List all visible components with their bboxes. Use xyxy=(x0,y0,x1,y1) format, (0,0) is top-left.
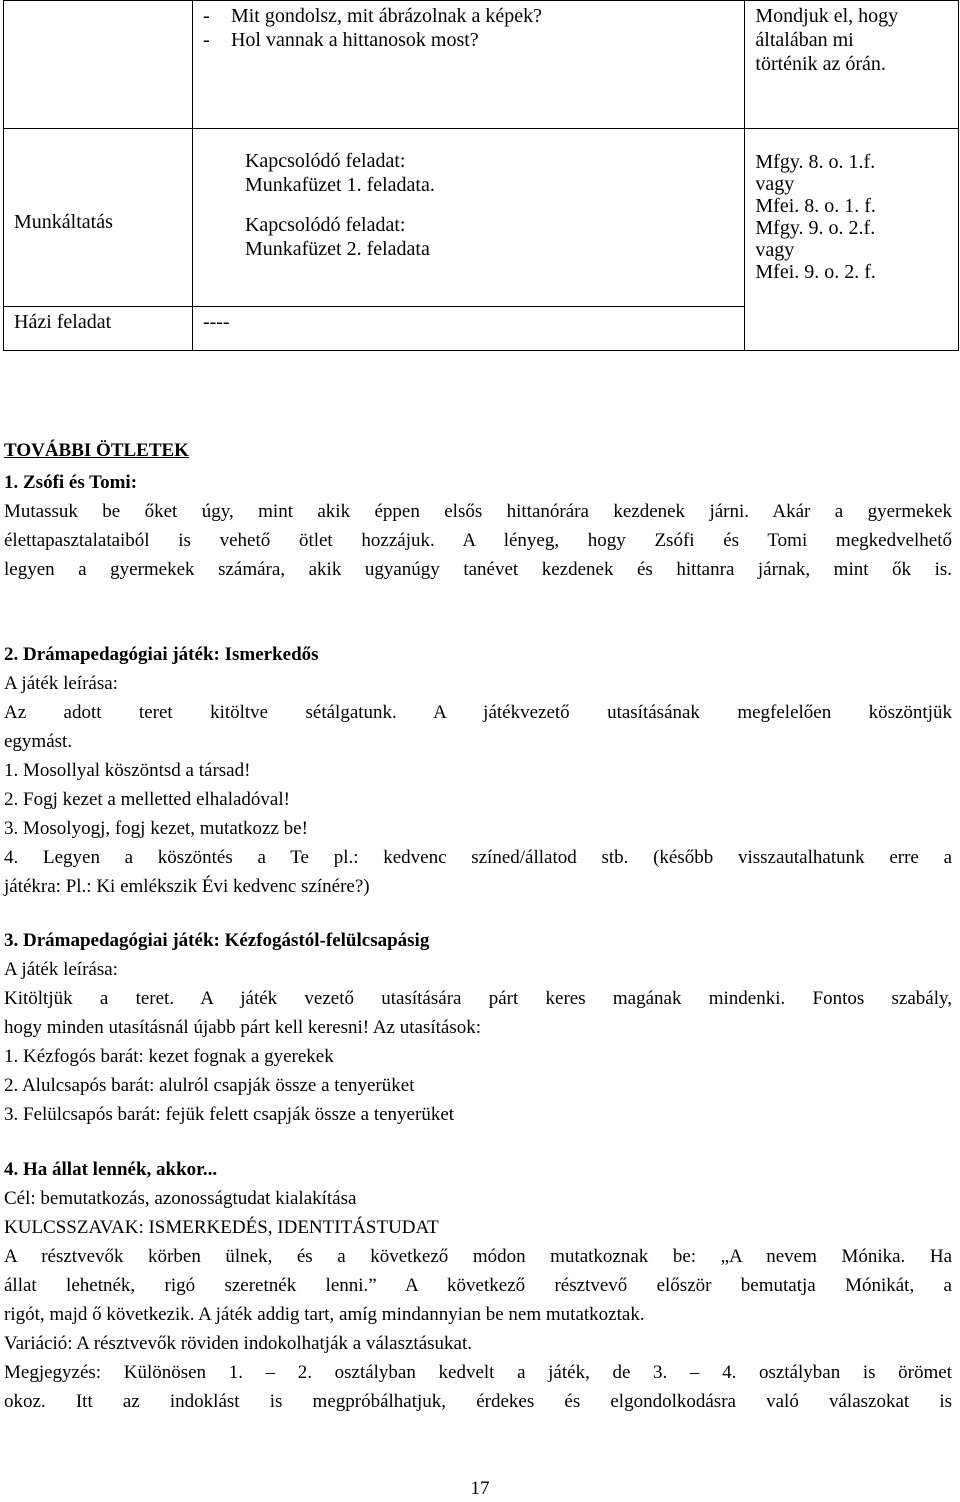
table-cell-references xyxy=(745,129,959,351)
list-item: játékra: Pl.: Ki emlékszik Évi kedvenc színére?) xyxy=(4,876,370,897)
idea-4 xyxy=(4,1155,952,1416)
idea-title: 1. Zsófi és Tomi: xyxy=(4,472,138,493)
paragraph-line: Megjegyzés: Különösen 1. – 2. osztályban kedvelt a játék, de 3. – 4. osztályban is örömet xyxy=(4,1362,952,1383)
reference-line: Mfei. 8. o. 1. f. xyxy=(755,195,876,217)
reference-line: vagy xyxy=(755,173,795,195)
table-cell-questions: - Mit gondolsz, mit ábrázolnak a képek? - Hol vannak a hittanosok most? xyxy=(192,1,744,129)
question-line: Hol vannak a hittanosok most? xyxy=(230,29,479,51)
paragraph-line: hogy minden utasításnál újabb párt kell keresni! Az utasítások: xyxy=(4,1017,482,1038)
section-title: TOVÁBBI ÖTLETEK xyxy=(4,440,189,461)
paragraph-line: rigót, majd ő következik. A játék addig tart, amíg mindannyian be nem mutatkoztak. xyxy=(4,1304,645,1325)
lesson-plan-table xyxy=(3,0,959,351)
paragraph-line: Az adott teret kitöltve sétálgatunk. A játékvezető utasításának megfelelően köszöntjük xyxy=(4,702,952,723)
paragraph-line: A résztvevők körben ülnek, és a következő módon mutatkoznak be: „A nevem Mónika. Ha xyxy=(4,1246,952,1267)
note-line: általában mi xyxy=(755,29,854,51)
task-text: Munkafüzet 2. feladata xyxy=(244,238,430,260)
list-item: 1. Kézfogós barát: kezet fognak a gyerekek xyxy=(4,1046,334,1067)
page-number: 17 xyxy=(470,1478,490,1499)
table-row xyxy=(4,129,959,307)
idea-3 xyxy=(4,926,952,1129)
paragraph-line: egymást. xyxy=(4,731,73,752)
task-text: Munkafüzet 1. feladata. xyxy=(244,174,435,196)
row-label-munkaltatas: Munkáltatás xyxy=(4,129,193,307)
list-item: 2. Alulcsapós barát: alulról csapják össze a tenyerüket xyxy=(4,1075,415,1096)
ideas-section xyxy=(4,436,952,465)
list-item: 1. Mosollyal köszöntsd a társad! xyxy=(4,760,251,781)
table-cell-empty xyxy=(4,1,193,129)
paragraph-line: élettapasztalataiból is vehető ötlet hozzájuk. A lényeg, hogy Zsófi és Tomi megkedvelhető xyxy=(4,530,952,551)
idea-title: 4. Ha állat lennék, akkor... xyxy=(4,1159,218,1180)
list-item: 4. Legyen a köszöntés a Te pl.: kedvenc színed/állatod stb. (később visszautalhatunk erre a xyxy=(4,847,952,868)
table-cell-note xyxy=(745,1,959,129)
idea-2 xyxy=(4,640,952,901)
paragraph-line: KULCSSZAVAK: ISMERKEDÉS, IDENTITÁSTUDAT xyxy=(4,1217,439,1238)
paragraph-line: Cél: bemutatkozás, azonosságtudat kialakítása xyxy=(4,1188,357,1209)
list-item: 3. Mosolyogj, fogj kezet, mutatkozz be! xyxy=(4,818,308,839)
note-line: Mondjuk el, hogy xyxy=(755,5,899,27)
note-line: történik az órán. xyxy=(755,53,886,75)
reference-line: Mfei. 9. o. 2. f. xyxy=(755,261,876,283)
document-page xyxy=(4,0,956,1499)
reference-line: Mfgy. 9. o. 2.f. xyxy=(755,217,876,239)
reference-line: vagy xyxy=(755,239,795,261)
table-row xyxy=(4,1,959,129)
paragraph-line: legyen a gyermekek számára, akik ugyanúgy tanévet kezdenek és hittanra járnak, mint ők is. xyxy=(4,559,952,580)
idea-title: 2. Drámapedagógiai játék: Ismerkedős xyxy=(4,644,319,665)
question-line: Mit gondolsz, mit ábrázolnak a képek? xyxy=(230,5,542,27)
paragraph-line: állat lehetnék, rigó szeretnék lenni.” A következő résztvevő először bemutatja Mónikát, a xyxy=(4,1275,952,1296)
table-cell-homework: ---- xyxy=(192,307,744,351)
list-item: 3. Felülcsapós barát: fejük felett csapják össze a tenyerüket xyxy=(4,1104,455,1125)
table-cell-tasks xyxy=(192,129,744,307)
idea-1 xyxy=(4,468,952,584)
task-title: Kapcsolódó feladat: xyxy=(244,150,406,172)
paragraph-line: Mutassuk be őket úgy, mint akik éppen elsős hittanórára kezdenek járni. Akár a gyermekek xyxy=(4,501,952,522)
paragraph-line: Variáció: A résztvevők röviden indokolhatják a választásukat. xyxy=(4,1333,472,1354)
task-title: Kapcsolódó feladat: xyxy=(244,214,406,236)
paragraph-line: okoz. Itt az indoklást is megpróbálhatjuk, érdekes és elgondolkodásra való válaszokat is xyxy=(4,1391,952,1412)
description-label: A játék leírása: xyxy=(4,673,118,694)
description-label: A játék leírása: xyxy=(4,959,118,980)
reference-line: Mfgy. 8. o. 1.f. xyxy=(755,151,876,173)
list-item: 2. Fogj kezet a melletted elhaladóval! xyxy=(4,789,290,810)
paragraph-line: Kitöltjük a teret. A játék vezető utasítására párt keres magának mindenki. Fontos szabály, xyxy=(4,988,952,1009)
row-label-hazi-feladat: Házi feladat xyxy=(4,307,193,351)
idea-title: 3. Drámapedagógiai játék: Kézfogástól-felülcsapásig xyxy=(4,930,430,951)
